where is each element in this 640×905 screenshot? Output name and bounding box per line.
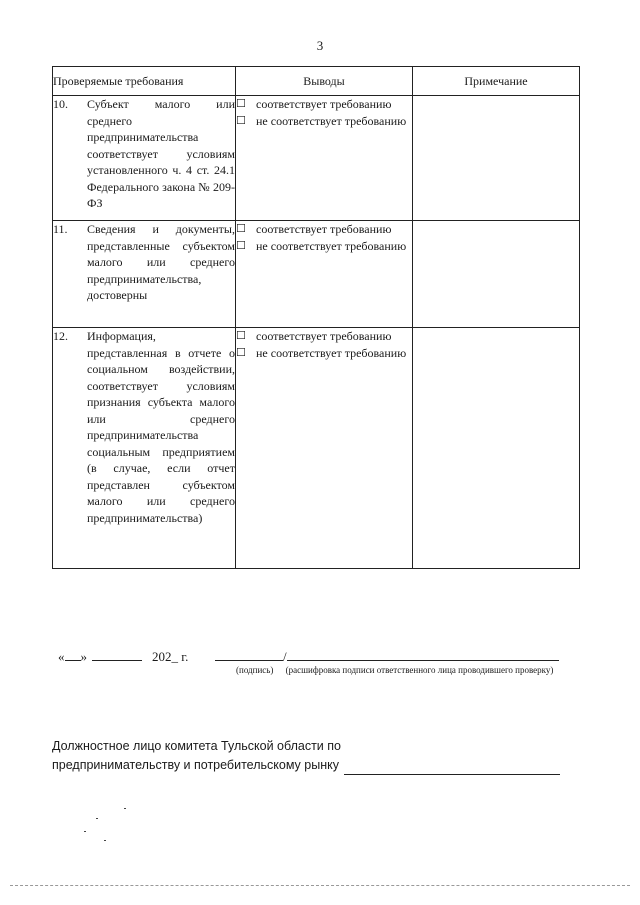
row-number: 10.	[53, 97, 68, 111]
table-row	[53, 328, 580, 569]
signature-field	[215, 648, 559, 665]
table-header-row	[53, 67, 580, 96]
year-text: 202_ г.	[152, 649, 189, 664]
header-note: Примечание	[413, 67, 580, 96]
note-cell[interactable]	[413, 328, 580, 569]
date-field	[58, 648, 188, 665]
note-cell[interactable]	[413, 96, 580, 221]
table-row	[53, 96, 580, 221]
conclusion-cell	[236, 221, 413, 328]
official-line-1: Должностное лицо комитета Тульской области по	[52, 739, 341, 753]
option-label: соответствует требованию	[256, 329, 392, 343]
row-number: 12.	[53, 329, 68, 343]
option-complies[interactable]	[236, 221, 412, 238]
requirement-text: Субъект малого или среднего предпринимательства соответствует условиям установленного ч. 4 ст. 24.1 Федерального закона № 209-ФЗ	[87, 97, 235, 210]
requirement-cell	[53, 328, 236, 569]
header-conclusions: Выводы	[236, 67, 413, 96]
signature-decoding-blank[interactable]	[287, 648, 559, 661]
official-signature-blank[interactable]	[344, 774, 560, 775]
option-complies[interactable]	[236, 328, 412, 345]
month-blank[interactable]	[92, 648, 142, 661]
header-requirements: Проверяемые требования	[53, 67, 236, 96]
scan-edge	[10, 885, 630, 886]
row-number: 11.	[53, 222, 68, 236]
official-line-2: предпринимательству и потребительскому рынку	[52, 757, 339, 772]
conclusion-cell	[236, 328, 413, 569]
option-label: не соответствует требованию	[256, 238, 407, 253]
requirements-table	[52, 66, 580, 569]
option-not-complies[interactable]	[236, 113, 412, 130]
table-row	[53, 221, 580, 328]
scan-speck	[96, 818, 98, 819]
option-complies[interactable]	[236, 96, 412, 113]
requirement-cell	[53, 96, 236, 221]
official-block	[52, 737, 341, 774]
option-not-complies[interactable]	[236, 238, 412, 255]
date-quote-close: »	[80, 649, 87, 664]
conclusion-cell	[236, 96, 413, 221]
requirement-text: Сведения и документы, представленные субъектом малого или среднего предпринимательства, достоверны	[87, 222, 235, 302]
option-not-complies[interactable]	[236, 345, 412, 362]
scan-speck	[84, 831, 86, 832]
option-label: соответствует требованию	[256, 222, 392, 236]
caption-decoding: (расшифровка подписи ответственного лица проводившего проверку)	[285, 665, 554, 675]
checkbox-icon[interactable]: ☐	[236, 97, 246, 110]
day-blank[interactable]	[65, 648, 81, 661]
option-label: не соответствует требованию	[256, 345, 407, 360]
note-cell[interactable]	[413, 221, 580, 328]
requirement-cell	[53, 221, 236, 328]
signature-captions	[236, 665, 563, 675]
requirement-text: Информация, представленная в отчете о социальном воздействии, соответствует условиям признания субъекта малого или среднего предпринимательства социальным предприятием (в случае, если отчет представлен субъектом малого или среднего предпринимательства)	[87, 329, 235, 525]
scan-speck	[124, 808, 126, 809]
page-number: 3	[316, 38, 324, 53]
caption-signature: (подпись)	[236, 665, 274, 675]
checkbox-icon[interactable]: ☐	[236, 329, 246, 342]
option-label: не соответствует требованию	[256, 113, 407, 128]
scan-speck	[104, 840, 106, 841]
checkbox-icon[interactable]: ☐	[236, 238, 246, 252]
checkbox-icon[interactable]: ☐	[236, 113, 246, 127]
signature-slash: /	[283, 649, 287, 664]
checkbox-icon[interactable]: ☐	[236, 345, 246, 359]
date-quote-open: «	[58, 649, 65, 664]
signature-blank[interactable]	[215, 648, 283, 661]
option-label: соответствует требованию	[256, 97, 392, 111]
checkbox-icon[interactable]: ☐	[236, 222, 246, 235]
